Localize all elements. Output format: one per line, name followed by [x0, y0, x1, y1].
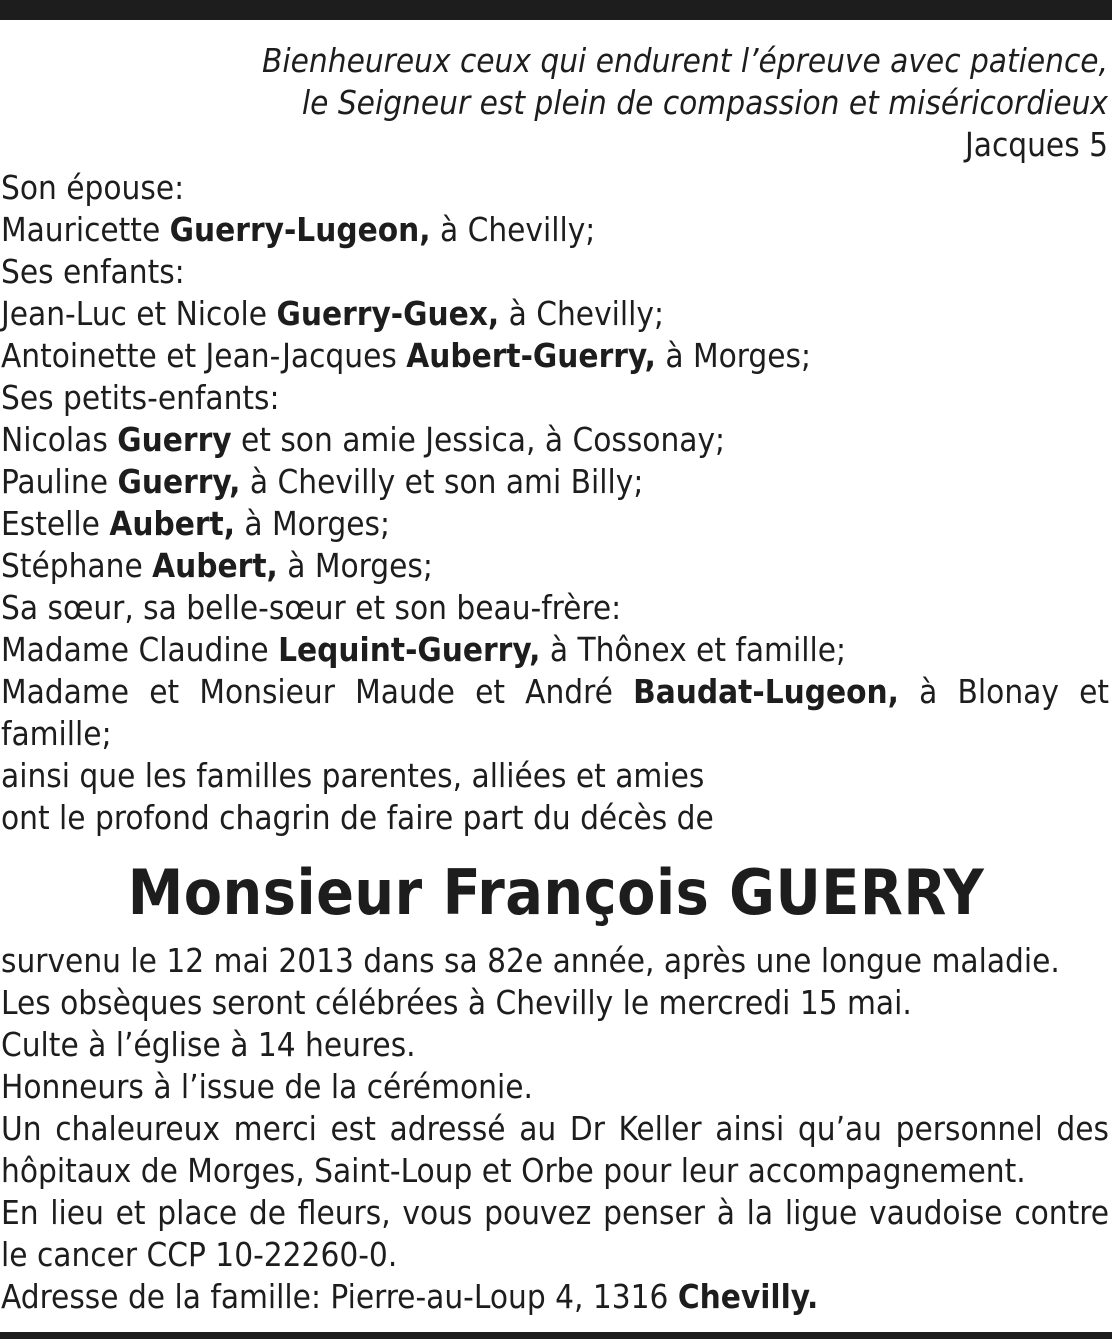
family-line-text: Madame et Monsieur Maude et André — [1, 672, 634, 711]
family-line — [1, 629, 1109, 671]
bottom-rule — [0, 1332, 1112, 1339]
family-line-text: Antoinette et Jean-Jacques — [1, 336, 407, 375]
bible-quote — [108, 40, 1108, 166]
family-line-location: à Morges; — [234, 504, 391, 543]
family-line — [1, 293, 1109, 335]
address-place: Chevilly. — [677, 1277, 819, 1316]
family-name: Guerry, — [117, 462, 241, 501]
family-line — [1, 251, 1109, 293]
family-name: Aubert-Guerry, — [406, 336, 656, 375]
family-line-text: Stéphane — [1, 546, 153, 585]
thanks-paragraph: Un chaleureux merci est adressé au Dr Keller ainsi qu’au personnel des hôpitaux de Morges, Saint-Loup et Orbe pour leur accompagnement. — [1, 1109, 1109, 1190]
family-line-location: à Morges; — [277, 546, 433, 585]
family-line — [1, 587, 1109, 629]
family-name: Guerry — [117, 420, 232, 459]
family-address — [1, 1276, 1109, 1318]
family-line — [1, 671, 1109, 755]
family-line-text: Estelle — [1, 504, 110, 543]
family-line — [1, 503, 1109, 545]
funeral-line: Les obsèques seront célébrées à Chevilly le mercredi 15 mai. — [1, 983, 912, 1022]
family-line-text: Pauline — [1, 462, 118, 501]
family-name: Aubert, — [109, 504, 235, 543]
closing-text — [1, 940, 1109, 1318]
address-text: Adresse de la famille: Pierre-au-Loup 4, 1316 — [1, 1277, 678, 1316]
family-line-location: à Morges; — [655, 336, 811, 375]
family-line — [1, 419, 1109, 461]
family-line-text: Mauricette — [1, 210, 170, 249]
honours-line: Honneurs à l’issue de la cérémonie. — [1, 1067, 533, 1106]
family-line — [1, 755, 1109, 797]
top-rule — [0, 0, 1112, 20]
family-name: Aubert, — [152, 546, 278, 585]
family-line-text: ainsi que les familles parentes, alliées et amies — [1, 756, 705, 795]
family-line-text: Madame Claudine — [1, 630, 279, 669]
family-line-text: Sa sœur, sa belle-sœur et son beau-frère: — [1, 588, 622, 627]
family-line-text: Ses petits-enfants: — [1, 378, 280, 417]
family-line — [1, 167, 1109, 209]
quote-reference: Jacques 5 — [965, 125, 1108, 164]
family-line — [1, 797, 1109, 839]
family-name: Guerry-Lugeon, — [169, 210, 431, 249]
donation-paragraph: En lieu et place de fleurs, vous pouvez penser à la ligue vaudoise contre le cancer CCP 10-22260-0. — [1, 1193, 1109, 1274]
family-line-text: ont le profond chagrin de faire part du décès de — [1, 798, 714, 837]
family-list — [1, 167, 1109, 839]
service-line: Culte à l’église à 14 heures. — [1, 1025, 416, 1064]
family-line-location: à Blonay et famille; — [1, 672, 1109, 753]
family-line — [1, 377, 1109, 419]
family-line-text: Jean-Luc et Nicole — [1, 294, 277, 333]
family-name: Guerry-Guex, — [276, 294, 500, 333]
family-line-location: à Chevilly; — [499, 294, 664, 333]
family-line-text: Son épouse: — [1, 168, 185, 207]
family-line — [1, 461, 1109, 503]
quote-line-1: Bienheureux ceux qui endurent l’épreuve avec patience, — [262, 41, 1108, 80]
family-line-location: à Chevilly et son ami Billy; — [240, 462, 644, 501]
death-date-line: survenu le 12 mai 2013 dans sa 82e année, après une longue maladie. — [1, 941, 1060, 980]
family-line — [1, 545, 1109, 587]
family-line-text: Nicolas — [1, 420, 118, 459]
family-name: Baudat-Lugeon, — [633, 672, 899, 711]
deceased-name: Monsieur François GUERRY — [127, 856, 985, 929]
family-line-location: à Thônex et famille; — [540, 630, 846, 669]
family-line-text: Ses enfants: — [1, 252, 185, 291]
family-line — [1, 335, 1109, 377]
family-name: Lequint-Guerry, — [278, 630, 541, 669]
family-line-location: et son amie Jessica, à Cossonay; — [231, 420, 726, 459]
quote-line-2: le Seigneur est plein de compassion et miséricordieux — [301, 83, 1108, 122]
family-line — [1, 209, 1109, 251]
family-line-location: à Chevilly; — [430, 210, 596, 249]
